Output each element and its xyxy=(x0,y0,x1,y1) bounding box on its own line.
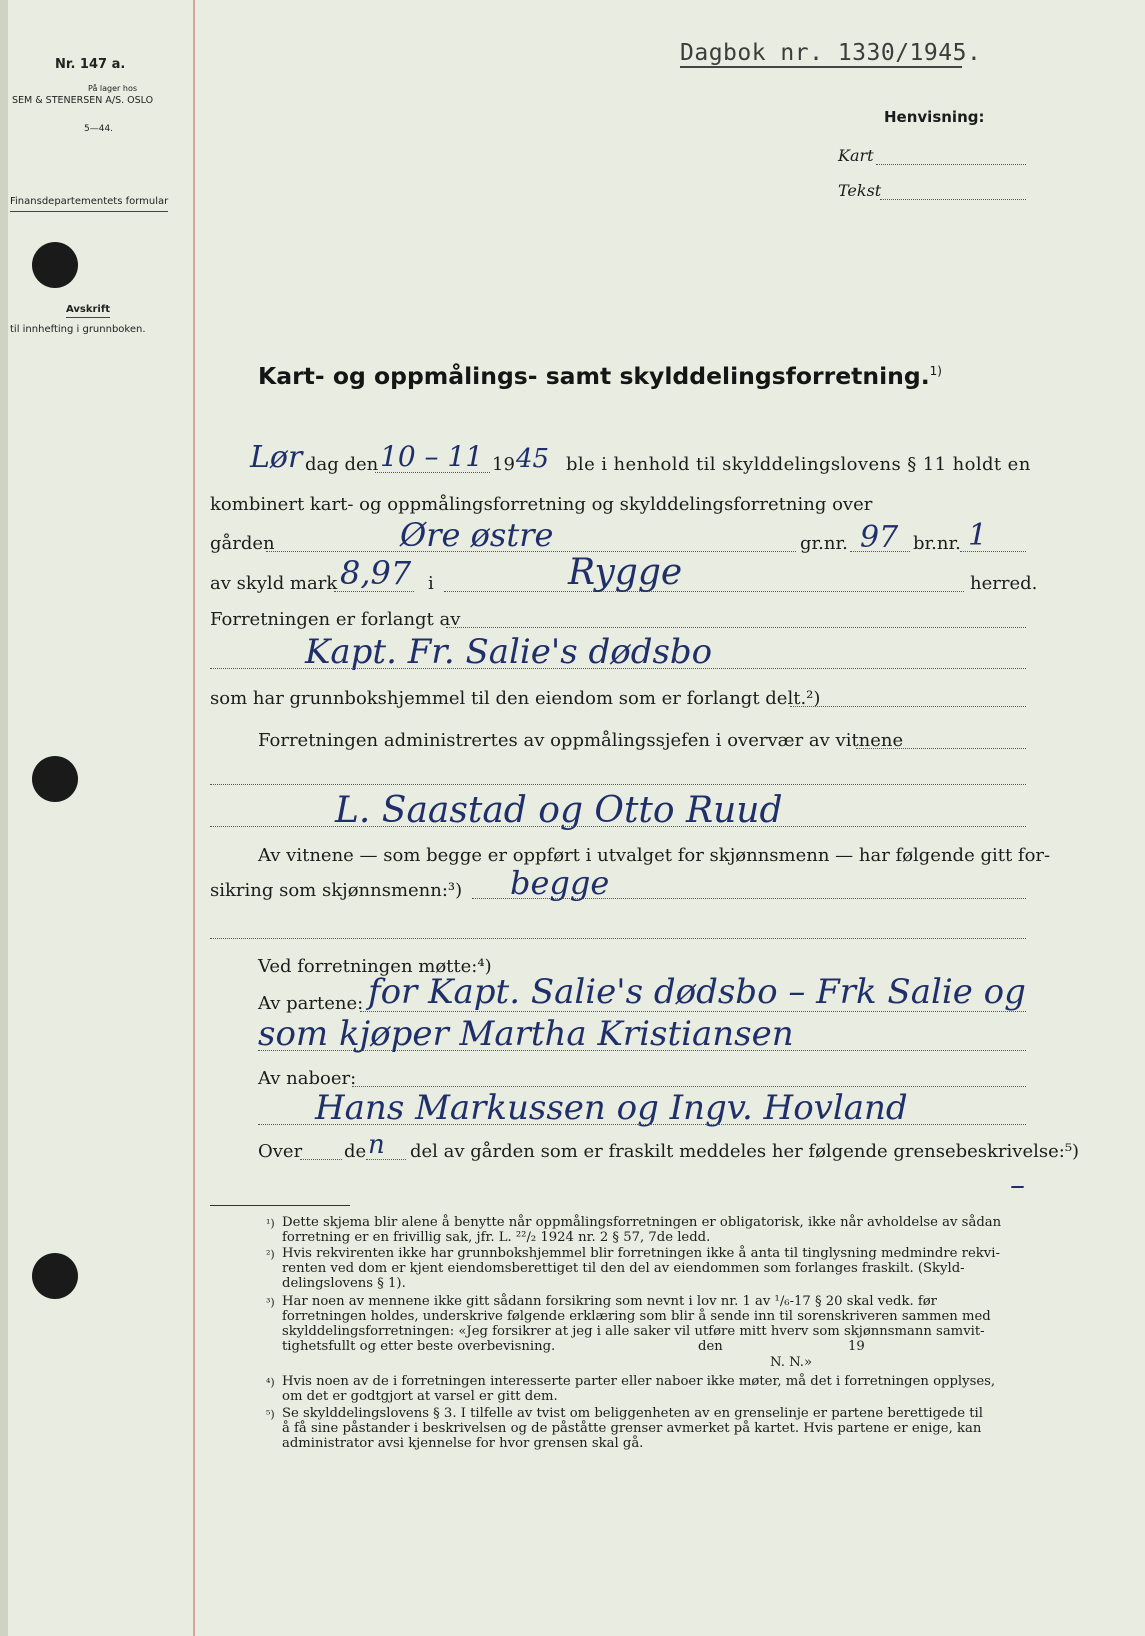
neighbour-line-2 xyxy=(258,1124,1026,1125)
hw-parties-1: for Kapt. Salie's dødsbo – Frk Salie og xyxy=(368,972,1026,1012)
hw-year: 45 xyxy=(516,444,550,474)
hw-dash: – xyxy=(1010,1168,1025,1203)
hw-assurance: begge xyxy=(510,864,610,902)
title-text: Kart- og oppmålings- samt skylddelingsforretning. xyxy=(258,362,930,390)
requester-line-1 xyxy=(446,627,1026,628)
ministry-form-label: Finansdepartementets formular xyxy=(10,195,168,212)
form-line-18-c: del av gården som er fraskilt meddeles her følgende grensebeskrivelse:⁵) xyxy=(410,1141,1080,1162)
form-line-7: som har grunnbokshjemmel til den eiendom som er forlangt delt.²) xyxy=(210,688,821,709)
publisher-line-2: SEM & STENERSEN A/S. OSLO xyxy=(12,95,154,106)
form-line-18-a: Over xyxy=(258,1141,303,1162)
part-suffix-line xyxy=(366,1159,406,1160)
form-line-16: Av naboer: xyxy=(258,1068,357,1089)
map-reference-line xyxy=(876,164,1026,165)
form-line-10: Av vitnene — som begge er oppført i utvalget for skjønnsmenn — har følgende gitt for- xyxy=(258,845,1051,866)
year-prefix: 19 xyxy=(492,454,515,475)
footnote-3-signature: N. N.» xyxy=(770,1355,813,1370)
footnote-2-num: ²) xyxy=(266,1248,275,1261)
stamp-underline xyxy=(680,66,962,68)
reference-heading: Henvisning: xyxy=(884,108,985,126)
footnote-2: Hvis rekvirenten ikke har grunnbokshjemmel blir forretningen ikke å anta til tinglysning medmindre rekvi- renten ved dom er kjent eiendomsberettiget til den del av eiendommen som forlanges fraskilt. (Skyld- delingslovens § 1). xyxy=(282,1246,1000,1291)
document-title xyxy=(258,362,942,390)
form-line-2: kombinert kart- og oppmålingsforretning og skylddelingsforretning over xyxy=(210,494,873,515)
form-line-4-c: herred. xyxy=(970,573,1038,594)
requester-line-2 xyxy=(210,668,1026,669)
form-line-11: sikring som skjønnsmenn:³) xyxy=(210,880,463,901)
form-line-5: Forretningen er forlangt av xyxy=(210,609,461,630)
hw-weekday: Lør xyxy=(250,440,303,475)
form-line-3-c: br.nr. xyxy=(913,533,961,554)
binder-hole-middle xyxy=(32,756,78,802)
form-line-4-b: i xyxy=(428,573,434,594)
footnote-5-num: ⁵) xyxy=(266,1408,275,1421)
footnote-3-den: den xyxy=(698,1339,723,1354)
footnote-divider xyxy=(210,1205,350,1206)
form-line-14: Av partene: xyxy=(258,993,364,1014)
footnote-5: Se skylddelingslovens § 3. I tilfelle av tvist om beliggenheten av en grenselinje er partene berettigede til å få sine påstander i beskrivelsen og de påståtte grenser avmerket på kartet. Hvis partene er enige, kan administrator avsi kjennelse for hvor grensen skal gå. xyxy=(282,1406,983,1451)
publisher-line-1: På lager hos xyxy=(88,84,137,93)
hw-date: 10 – 11 xyxy=(380,440,484,473)
text-reference-label: Tekst xyxy=(838,181,882,200)
footnote-3: Har noen av mennene ikke gitt sådann forsikring som nevnt i lov nr. 1 av ¹/₆-17 § 20 skal vedk. før forretningen holdes, underskrive følgende erklæring som blir å sende inn til sorenskriveren sammen med skylddelingsforretningen: «Jeg forsikrer at jeg i alle saker vil utføre mitt hverv som skjønnsmann samvit- tighetsfullt og etter beste overbevisning. xyxy=(282,1294,991,1354)
margin-rule xyxy=(193,0,195,1636)
hw-bnr: 1 xyxy=(968,518,988,553)
hw-farm-name: Øre østre xyxy=(400,516,554,554)
form-line-1-b: ble i henhold til skylddelingslovens § 11 holdt en xyxy=(566,454,1031,475)
witness-line-3 xyxy=(210,826,1026,827)
form-line-4-a: av skyld mark xyxy=(210,573,338,594)
form-line-3-b: gr.nr. xyxy=(800,533,848,554)
footnote-1: Dette skjema blir alene å benytte når oppmålingsforretningen er obligatorisk, ikke når avholdelse av sådan forretning er en frivillig sak, jfr. L. ²²/₂ 1924 nr. 2 § 57, 7de ledd. xyxy=(282,1215,1002,1245)
neighbour-line-1 xyxy=(352,1086,1026,1087)
footnote-1-num: ¹) xyxy=(266,1217,275,1230)
form-line-18-b: de xyxy=(344,1141,367,1162)
copy-label: Avskrift xyxy=(66,303,110,318)
hw-witnesses: L. Saastad og Otto Ruud xyxy=(335,790,783,831)
page-edge xyxy=(0,0,8,1636)
hw-skyld: 8,97 xyxy=(340,554,412,592)
hw-herred: Rygge xyxy=(568,552,683,593)
binder-hole-top xyxy=(32,242,78,288)
form-line-1-a: dag den xyxy=(305,454,379,475)
title-footnote-ref: 1) xyxy=(929,364,942,379)
text-reference-line xyxy=(880,199,1026,200)
witness-line-2 xyxy=(210,784,1026,785)
footnote-3-num: ³) xyxy=(266,1296,275,1309)
footnote-4: Hvis noen av de i forretningen interesserte parter eller naboer ikke møter, må det i forretningen opplyses, om det er godtgjort at varsel er gitt dem. xyxy=(282,1374,996,1404)
hw-neighbours: Hans Markussen og Ingv. Hovland xyxy=(315,1088,908,1128)
assurance-line-2 xyxy=(210,938,1026,939)
over-line xyxy=(300,1159,342,1160)
title-line xyxy=(790,706,1026,707)
form-number: Nr. 147 a. xyxy=(55,57,126,72)
map-reference-label: Kart xyxy=(838,146,874,165)
form-line-13: Ved forretningen møtte:⁴) xyxy=(258,956,492,977)
hw-requester: Kapt. Fr. Salie's dødsbo xyxy=(305,632,713,672)
copy-note: til innhefting i grunnboken. xyxy=(10,324,146,335)
form-line-8: Forretningen administrertes av oppmålingssjefen i overvær av vitnene xyxy=(258,730,904,751)
footnote-4-num: ⁴) xyxy=(266,1376,275,1389)
hw-parties-2: som kjøper Martha Kristiansen xyxy=(258,1014,794,1054)
herred-line xyxy=(444,591,964,592)
footnote-3-year: 19 xyxy=(848,1339,865,1354)
form-line-3-a: gården xyxy=(210,533,275,554)
binder-hole-bottom xyxy=(32,1253,78,1299)
date-code: 5—44. xyxy=(84,124,114,134)
hw-gnr: 97 xyxy=(860,520,899,555)
witness-line-1 xyxy=(856,748,1026,749)
journal-stamp: Dagbok nr. 1330/1945. xyxy=(680,40,982,66)
hw-part-suffix: n xyxy=(368,1130,385,1160)
